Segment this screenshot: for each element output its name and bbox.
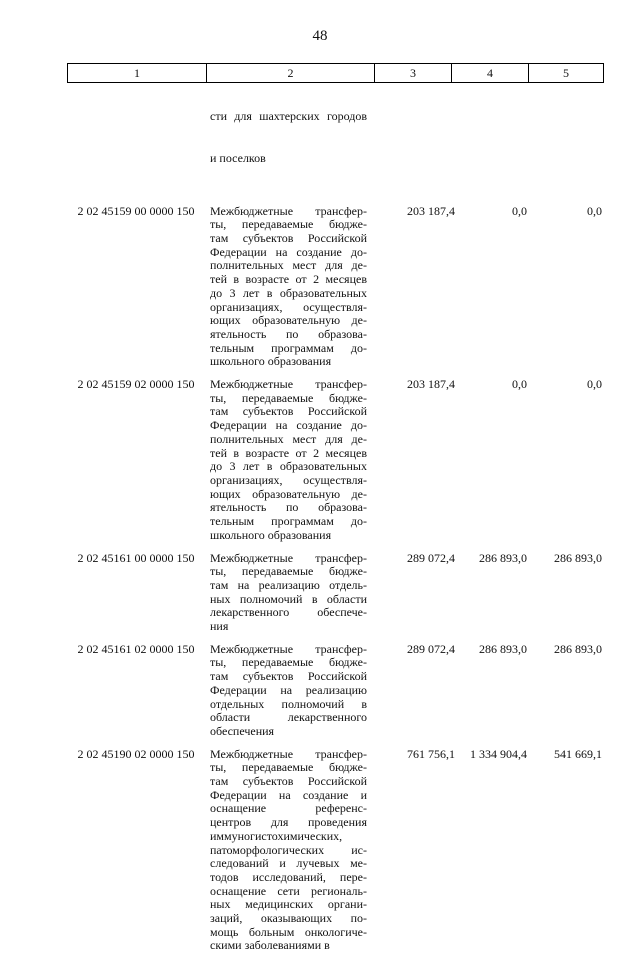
description-line: заций, оказывающих по- xyxy=(210,911,367,926)
description-line: полнительных мест для де- xyxy=(210,431,367,446)
amount-column-3: 761 756,1 xyxy=(407,746,455,761)
table-row xyxy=(67,552,602,634)
description-line: ты, передаваемые бюдже- xyxy=(210,655,367,670)
row-description xyxy=(210,748,367,954)
amount-column-3: 289 072,4 xyxy=(407,641,455,656)
description-line: полнительных мест для де- xyxy=(210,258,367,273)
column-header-4: 4 xyxy=(452,64,529,83)
budget-code: 2 02 45161 02 0000 150 xyxy=(77,641,195,656)
budget-code: 2 02 45159 02 0000 150 xyxy=(77,377,195,392)
description-line: ты, передаваемые бюдже- xyxy=(210,217,367,232)
description-line: Межбюджетные трансфер- xyxy=(210,203,367,218)
column-header-1: 1 xyxy=(68,64,207,83)
budget-rows xyxy=(67,83,602,962)
row-description xyxy=(210,205,367,369)
description-line: Федерации на создание до- xyxy=(210,418,367,433)
description-line: организациях, осуществля- xyxy=(210,299,367,314)
amount-column-5: 0,0 xyxy=(587,377,602,392)
table-row xyxy=(67,205,602,369)
description-line: обеспечения xyxy=(210,723,275,738)
description-line: там субъектов Российской xyxy=(210,774,367,789)
row-list xyxy=(67,205,602,954)
description-line: ятельность по образова- xyxy=(210,326,367,341)
description-line: школьного образования xyxy=(210,527,332,542)
description-line: центров для проведения xyxy=(210,815,367,830)
description-line: тей в возрасте от 2 месяцев xyxy=(210,272,367,287)
row-description xyxy=(210,643,367,739)
description-line: ты, передаваемые бюдже- xyxy=(210,760,367,775)
description-line: Федерации на создание и xyxy=(210,787,367,802)
description-line: ных полномочий в области xyxy=(210,591,367,606)
description-line: ющих образовательную де- xyxy=(210,313,367,328)
description-line: до 3 лет в образовательных xyxy=(210,285,367,300)
budget-code: 2 02 45190 02 0000 150 xyxy=(77,746,195,761)
description-line: области лекарственного xyxy=(210,710,367,725)
description-line: оснащение сети региональ- xyxy=(210,883,367,898)
description-line: там субъектов Российской xyxy=(210,404,367,419)
amount-column-5: 286 893,0 xyxy=(554,641,602,656)
description-line: лекарственного обеспече- xyxy=(210,605,367,620)
table-row xyxy=(67,643,602,739)
description-line: отдельных полномочий в xyxy=(210,696,367,711)
continuation-description xyxy=(210,83,367,193)
description-line: Межбюджетные трансфер- xyxy=(210,550,367,565)
description-line: Федерации на создание до- xyxy=(210,244,367,259)
description-line: организациях, осуществля- xyxy=(210,472,367,487)
description-line: там субъектов Российской xyxy=(210,231,367,246)
column-header-5: 5 xyxy=(529,64,604,83)
description-line: там на реализацию отдель- xyxy=(210,577,367,592)
amount-column-5: 541 669,1 xyxy=(554,746,602,761)
description-line: ты, передаваемые бюдже- xyxy=(210,564,367,579)
table-row xyxy=(67,378,602,542)
description-line: Межбюджетные трансфер- xyxy=(210,641,367,656)
description-line: школьного образования xyxy=(210,354,332,369)
amount-column-4: 0,0 xyxy=(512,203,527,218)
amount-column-3: 289 072,4 xyxy=(407,550,455,565)
amount-column-5: 286 893,0 xyxy=(554,550,602,565)
description-line: Межбюджетные трансфер- xyxy=(210,746,367,761)
description-line: сти для шахтерских городов xyxy=(210,109,367,124)
column-header-3: 3 xyxy=(375,64,452,83)
description-line: иммуногистохимических, xyxy=(210,828,343,843)
description-line: тей в возрасте от 2 месяцев xyxy=(210,445,367,460)
budget-code: 2 02 45161 00 0000 150 xyxy=(77,550,195,565)
column-header-row xyxy=(68,64,604,83)
amount-column-3: 203 187,4 xyxy=(407,377,455,392)
column-header-2: 2 xyxy=(207,64,375,83)
description-line: до 3 лет в образовательных xyxy=(210,459,367,474)
row-description xyxy=(210,552,367,634)
description-line: и поселков xyxy=(210,150,266,165)
description-line: Межбюджетные трансфер- xyxy=(210,377,367,392)
description-line: Федерации на реализацию xyxy=(210,682,367,697)
column-header-table xyxy=(67,63,604,83)
description-line: ющих образовательную де- xyxy=(210,486,367,501)
description-line: тодов исследований, пере- xyxy=(210,869,367,884)
continuation-row xyxy=(67,83,602,193)
description-line: ты, передаваемые бюдже- xyxy=(210,390,367,405)
amount-column-4: 1 334 904,4 xyxy=(470,746,527,761)
amount-column-4: 286 893,0 xyxy=(479,550,527,565)
description-line: следований и лучевых ме- xyxy=(210,856,367,871)
table-row xyxy=(67,748,602,954)
description-line: мощь больным онкологиче- xyxy=(210,924,367,939)
description-line: скими заболеваниями в xyxy=(210,938,330,953)
page-number: 48 xyxy=(312,28,328,44)
amount-column-4: 0,0 xyxy=(512,377,527,392)
description-line: оснащение референс- xyxy=(210,801,367,816)
description-line: ния xyxy=(210,619,229,634)
description-line: ных медицинских органи- xyxy=(210,897,367,912)
budget-code: 2 02 45159 00 0000 150 xyxy=(77,203,195,218)
description-line: тельным программам до- xyxy=(210,514,367,529)
description-line: патоморфологических ис- xyxy=(210,842,367,857)
description-line: там субъектов Российской xyxy=(210,669,367,684)
amount-column-5: 0,0 xyxy=(587,203,602,218)
amount-column-3: 203 187,4 xyxy=(407,203,455,218)
description-line: ятельность по образова- xyxy=(210,500,367,515)
description-line: тельным программам до- xyxy=(210,340,367,355)
row-description xyxy=(210,378,367,542)
amount-column-4: 286 893,0 xyxy=(479,641,527,656)
